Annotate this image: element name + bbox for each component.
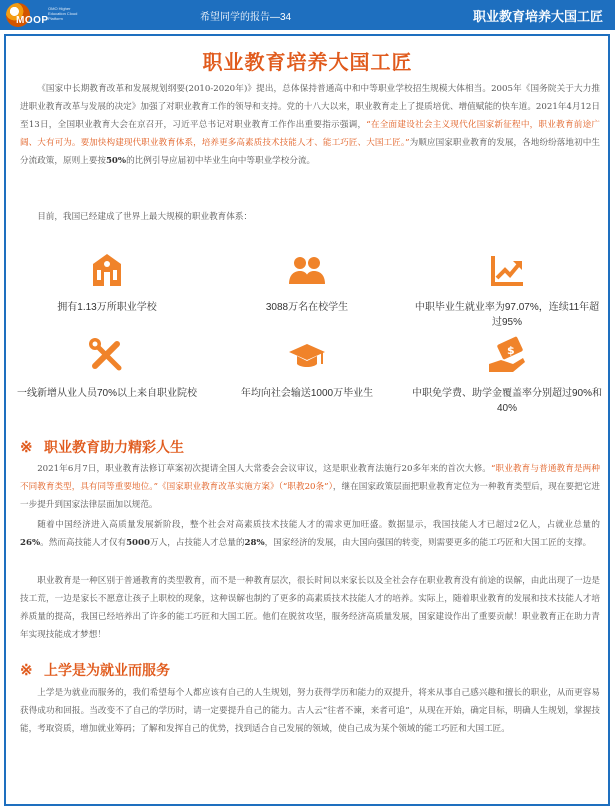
graduation-cap-icon <box>287 336 327 376</box>
section-title: 职业教育助力精彩人生 <box>44 440 184 456</box>
trend-chart-icon <box>487 250 527 290</box>
school-building-icon <box>87 250 127 290</box>
stat-schools <box>12 250 202 315</box>
intro-paragraph <box>20 80 600 170</box>
students-group-icon <box>287 250 327 290</box>
s1-p2-e: ，国家经济的发展，由大国向强国的转变，则需要更多的能工巧匠和大国工匠的支撑。 <box>264 538 592 548</box>
stat-graduates <box>212 336 402 401</box>
money-hand-icon <box>487 336 527 376</box>
logo-subtitle: OMO Higher Education Cloud Platform <box>48 6 78 21</box>
section1-paragraph-3: 职业教育是一种区别于普通教育的类型教育，而不是一种教育层次，很长时间以来家长以及全社会存在职业教育没有前途的误解，由此出现了一边是技工荒，一边是家长不愿意让孩子上职校的现象，这种误解也制约了更多的高素质技术技能人才的培养。实际上，随着职业教育的发展和技术技能人才培养质量的提高，我国已经培养出了许多的能工巧匠和大国工匠。他们在脱贫攻坚，服务经济高质量发展，国家建设作出了重要贡献！职业教育正在助力青年实现技能成才梦想！ <box>20 576 600 640</box>
s1-text-b: ，继在国家政策层面把职业教育定位为一种教育类型后，现在要把它进一步提升到国家法律层面加以规范。 <box>20 482 600 510</box>
header-bar <box>0 0 615 30</box>
s1-p2-count: 5000 <box>126 538 150 548</box>
moop-logo <box>6 3 82 27</box>
section1-paragraph-1 <box>20 460 600 514</box>
page-title: 职业教育培养大国工匠 <box>202 50 413 74</box>
stat-caption: 一线新增从业人员70%以上来自职业院校 <box>16 388 197 399</box>
stat-caption: 中职免学费、助学金覆盖率分别超过90%和40% <box>412 388 603 414</box>
stat-employment <box>412 250 602 330</box>
svg-text:$: $ <box>507 344 515 357</box>
tools-icon <box>87 336 127 376</box>
intro-lead: 目前，我国已经建成了世界上最大规模的职业教育体系： <box>37 212 253 222</box>
intro-text-a: 《国家中长期教育改革和发展规划纲要(2010-2020年)》提出，总体保持普通高中和中等职业学校招生规模大体相当。2005年《国务院关于大力推进职业教育改革与发展的决定》加强了对职业教育工作的领导和支持。党的十八大以来，职业教育走上了提质培优、增值赋能的快车道。2021年4月12日至13日，全国职业教育大会在京召开，习近平总书记对职业教育工作作出重要指示强调， <box>20 84 600 130</box>
s1-text-a: 2021年6月7日，职业教育法修订草案初次提请全国人大常委会会议审议，这是职业教育法施行20多年来的首次大修。 <box>37 464 492 474</box>
s1-p2-c: 。然而高技能人才仅有 <box>40 538 127 548</box>
stat-caption: 年均向社会输送1000万毕业生 <box>240 388 374 399</box>
stat-workforce <box>12 336 202 401</box>
intro-quote: “在全面建设社会主义现代化国家新征程中，职业教育前途广阔、大有可为。要加快构建现代职业教育体系，培养更多高素质技术技能人才、能工巧匠、大国工匠。” <box>20 120 600 148</box>
stat-subsidies <box>412 336 602 416</box>
logo-text: MOOP <box>16 15 49 26</box>
section-title: 上学是为就业而服务 <box>44 663 170 679</box>
section-heading-employment <box>20 660 170 680</box>
header-title: 职业教育培养大国工匠 <box>472 9 603 24</box>
s1-p2-d: 万人，占技能人才总量的 <box>150 538 245 548</box>
intro-ratio: 50% <box>105 156 127 166</box>
stat-caption: 中职毕业生就业率为97.07%，连续11年超过95% <box>414 302 600 328</box>
section2-paragraph: 上学是为就业而服务的，我们希望每个人都应该有自己的人生规划，努力获得学历和能力的双提升，将来从事自己感兴趣和擅长的职业，从而更容易获得成功和回报。当改变不了自己的学历时，请一定要提升自己的能力。古人云“往者不谏，来者可追”，从现在开始，确定目标，明确人生规划，掌握技能，考取资质，增加就业筹码；了解和发挥自己的优势，找到适合自己发展的领域，使自己成为某个领域的能工巧匠和大国工匠。 <box>20 688 600 734</box>
asterisk-icon: ※ <box>20 661 33 679</box>
s1-p2-a: 随着中国经济进入高质量发展新阶段，整个社会对高素质技术技能人才的需求更加旺盛。数据显示，我国技能人才已超过2亿人，占就业总量的 <box>37 520 600 530</box>
section-heading-career <box>20 437 184 457</box>
s1-p2-ratio: 28% <box>244 538 265 548</box>
stat-caption: 3088万名在校学生 <box>265 302 349 313</box>
stat-caption: 拥有1.13万所职业学校 <box>57 302 157 313</box>
stat-students <box>212 250 402 315</box>
intro-text-b: 为顺应国家职业教育的发展，各地纷纷落地初中生分流政策，原则上要按 <box>20 138 600 166</box>
s1-p2-share: 26% <box>20 538 41 548</box>
report-label: 希望同学的报告—34 <box>200 12 292 23</box>
s1-quote: “职业教育与普通教育是两种不同教育类型，具有同等重要地位。”《国家职业教育改革实施方案》（“职教20条”） <box>20 464 600 492</box>
section1-paragraph-2 <box>20 516 600 552</box>
intro-text-c: 的比例引导应届初中毕业生向中等职业学校分流。 <box>126 156 316 166</box>
asterisk-icon: ※ <box>20 438 33 456</box>
